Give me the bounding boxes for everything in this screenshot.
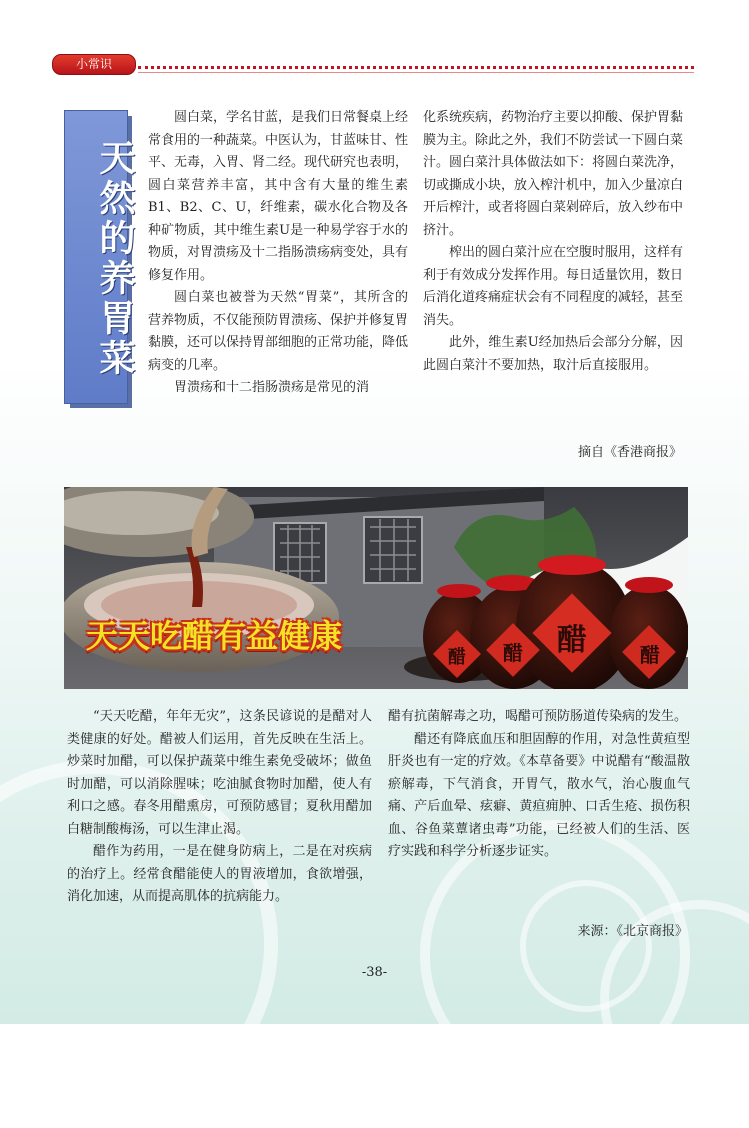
article1-paragraph: 此外，维生素U经加热后会部分分解，因此圆白菜汁不要加热，取汁后直接服用。: [423, 335, 683, 373]
banner-title: 天天吃醋有益健康: [86, 617, 343, 655]
section-tag: 小常识: [52, 54, 136, 75]
article2-paragraph: “天天吃醋，年年无灾”，这条民谚说的是醋对人类健康的好处。醋被人们运用，首先反映在生活上。炒菜时加醋，可以保护蔬菜中维生素免受破坏；做鱼时加醋，可以消除腥味；吃油腻食物时加醋，使人有利口之感。春冬用醋熏房，可预防感冒；夏秋用醋加白糖制酸梅汤，可以生津止渴。: [67, 709, 372, 837]
page-number: -38-: [361, 965, 388, 980]
article2-right-column: [388, 706, 690, 864]
article1-paragraph: 胃溃疡和十二指肠溃疡是常见的消: [174, 380, 370, 395]
article2-paragraph: 醋作为药用，一是在健身防病上，二是在对疾病的治疗上。经常食醋能使人的胃液增加，食欲增强，消化加速，从而提高肌体的抗病能力。: [67, 844, 372, 904]
article2-paragraph: 醋还有降底血压和胆固醇的作用，对急性黄疸型肝炎也有一定的疗效。《本草备要》中说醋有“酸温散瘀解毒，下气消食，开胃气，散水气，治心腹血气痛、产后血晕、痃癖、黄疸痈肿、口舌生疮、损伤积血、谷鱼菜蕈诸虫毒”功能，已经被人们的生活、医疗实践和科学分析逐步证实。: [388, 731, 690, 859]
banner-illustration: [64, 487, 688, 689]
article1-paragraph: 榨出的圆白菜汁应在空腹时服用，这样有利于有效成分发挥作用。每日适量饮用，数日后消化道疼痛症状会有不同程度的减轻，甚至消失。: [423, 245, 684, 328]
article1-left-column: [148, 107, 408, 400]
header-divider: [138, 66, 694, 69]
article1-paragraph: 圆白菜，学名甘蓝，是我们日常餐桌上经常食用的一种蔬菜。中医认为，甘蓝味甘、性平、无毒，入胃、肾二经。现代研究也表明，圆白菜营养丰富，其中含有大量的维生素B1、B2、C、U，纤维素，碳水化合物及各种矿物质，其中维生素U是一种易学容于水的物质，对胃溃疡及十二指肠溃疡病变处，具有修复作用。: [148, 110, 409, 283]
article2-left-column: [67, 706, 372, 909]
vinegar-banner-image: [64, 487, 688, 689]
vinegar-jar-label: 醋: [503, 641, 523, 665]
article1-source: 摘自《香港商报》: [577, 445, 682, 460]
article1-paragraph: 化系统疾病，药物治疗主要以抑酸、保护胃黏膜为主。除此之外，我们不防尝试一下圆白菜汁。圆白菜汁具体做法如下：将圆白菜洗净，切或撕成小块，放入榨汁机中，加入少量凉白开后榨汁，或者将圆白菜剁碎后，放入纱布中挤汁。: [423, 110, 684, 238]
vinegar-jar-label: 醋: [448, 647, 466, 668]
vinegar-jar-label: 醋: [640, 643, 660, 667]
article2-paragraph: 醋有抗菌解毒之功，喝醋可预防肠道传染病的发生。: [388, 709, 688, 724]
article1-right-column: [423, 107, 683, 377]
decorative-circle: [520, 880, 652, 1012]
article1-paragraph: 圆白菜也被誉为天然“胃菜”，其所含的营养物质，不仅能预防胃溃疡、保护并修复胃黏膜，还可以保持胃部细胞的正常功能，降低病变的几率。: [148, 290, 409, 373]
header-divider-line: [138, 72, 694, 73]
article1-title-panel: [64, 110, 135, 410]
article1-title: 天然的养胃菜: [94, 139, 135, 379]
article2-source: 来源：《北京商报》: [577, 924, 688, 939]
vinegar-jar-label: 醋: [557, 623, 587, 658]
